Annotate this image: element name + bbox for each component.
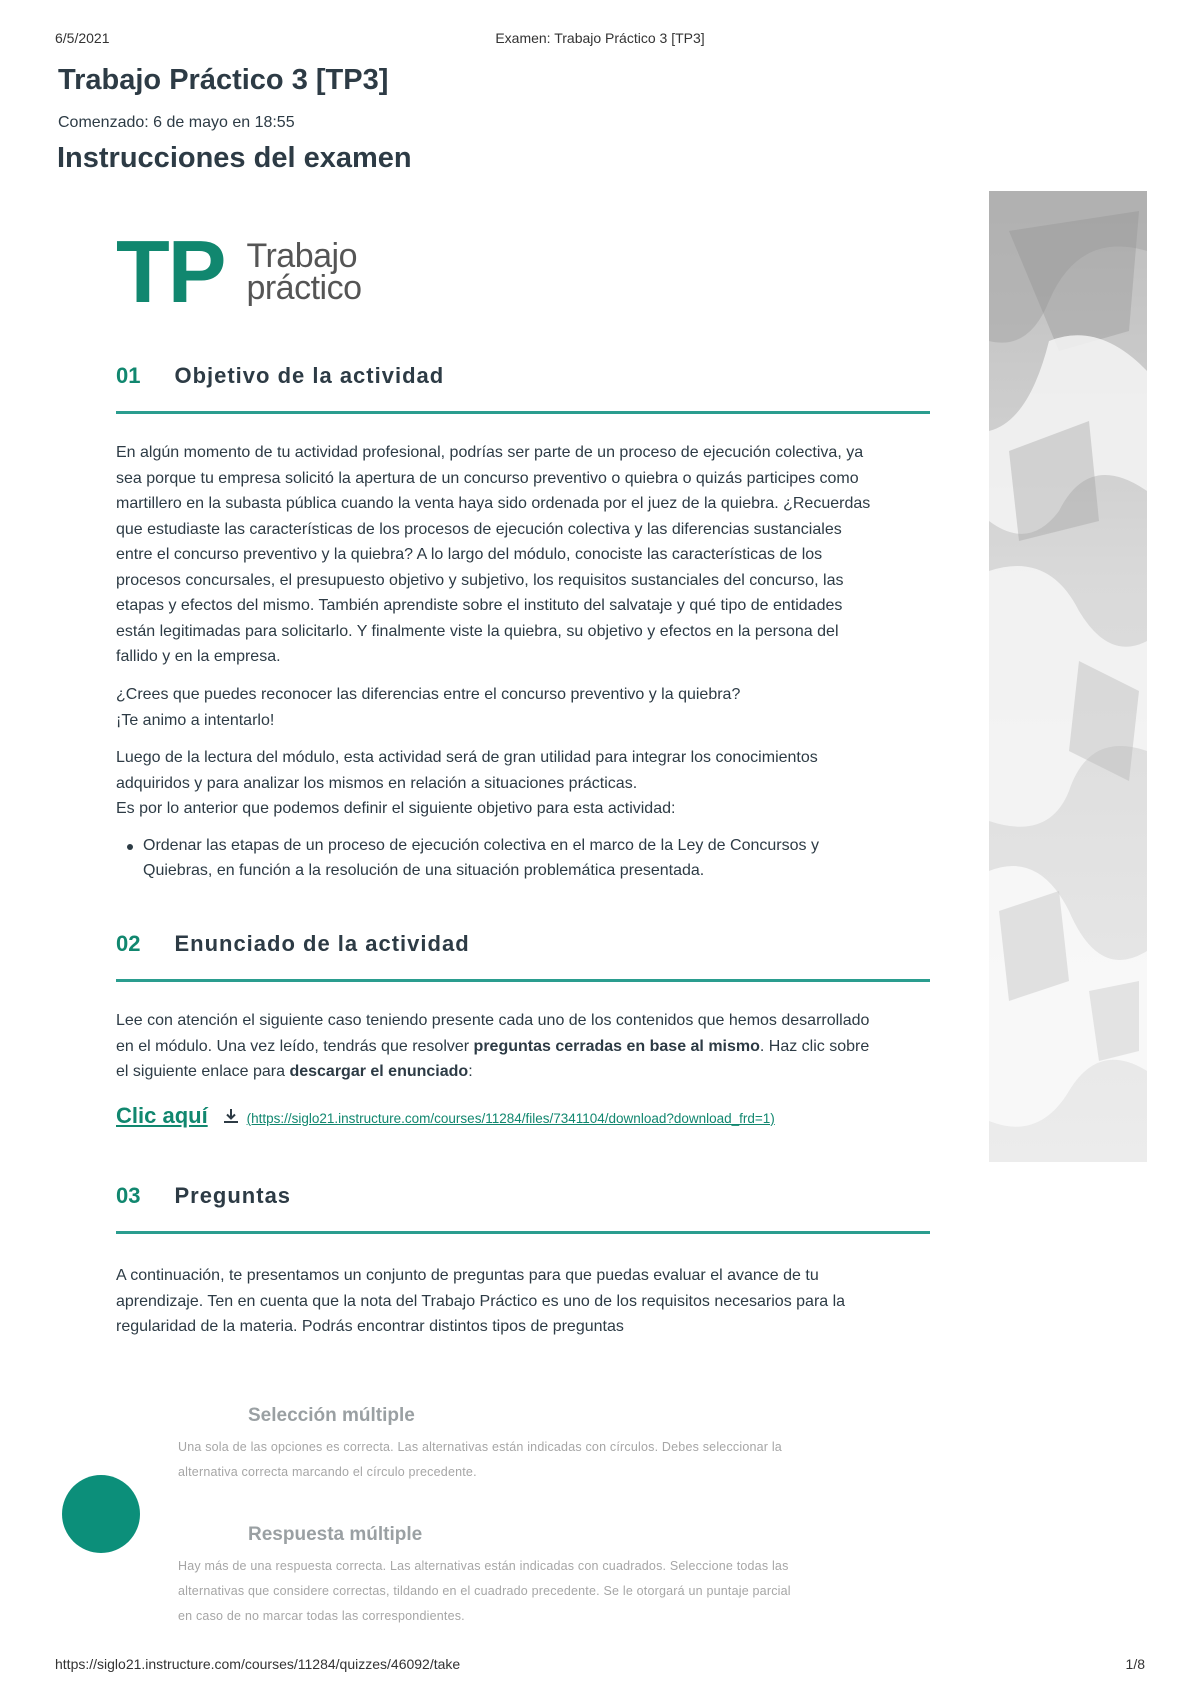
section-02-number: 02: [116, 931, 141, 956]
print-page-number: 1/8: [1125, 1656, 1145, 1672]
section-02-paragraph: [116, 1008, 930, 1085]
print-document-title: Examen: Trabajo Práctico 3 [TP3]: [495, 30, 705, 46]
paragraph-line: procesos concursales, el presupuesto objetivo y subjetivo, los requisitos sustanciales del concurso, las: [116, 571, 844, 589]
logo-word-2: práctico: [246, 269, 362, 307]
paragraph-line: fallido y en la empresa.: [116, 648, 281, 665]
download-icon[interactable]: [222, 1107, 240, 1130]
paragraph-line: Lee con atención el siguiente caso teniendo presente cada uno de los contenidos que hemos desarrollado: [116, 1012, 870, 1029]
section-02-title: Enunciado de la actividad: [174, 931, 470, 956]
section-01-title: Objetivo de la actividad: [174, 363, 445, 388]
section-01-number: 01: [116, 363, 141, 388]
paragraph-line: aprendizaje. Ten en cuenta que la nota del Trabajo Práctico es uno de los requisitos necesarios para la: [116, 1292, 846, 1310]
question-type-description: [178, 1435, 858, 1485]
bullet-line: Ordenar las etapas de un proceso de ejecución colectiva en el marco de la Ley de Concursos y: [143, 837, 819, 854]
paragraph-line: regularidad de la materia. Podrás encontrar distintos tipos de preguntas: [116, 1318, 624, 1335]
section-03-number: 03: [116, 1183, 141, 1208]
question-line: ¿Crees que puedes reconocer las diferencias entre el concurso preventivo y la quiebra?: [116, 686, 741, 703]
text-span: el siguiente enlace para: [116, 1063, 290, 1080]
section-01-heading: [116, 363, 930, 389]
trabajo-practico-logo: [116, 222, 362, 321]
bullet-line: Quiebras, en función a la resolución de una situación problemática presentada.: [143, 861, 705, 879]
print-url: https://siglo21.instructure.com/courses/11284/quizzes/46092/take: [55, 1656, 461, 1672]
question-type-circle-graphic: [62, 1475, 140, 1553]
logo-word-1: Trabajo: [246, 237, 357, 275]
started-timestamp: Comenzado: 6 de mayo en 18:55: [58, 114, 295, 131]
section-03-title: Preguntas: [174, 1183, 292, 1208]
print-header: [55, 30, 1145, 50]
section-01-paragraph: [116, 440, 930, 670]
text-span: . Haz clic sobre: [759, 1037, 870, 1055]
logo-words: [246, 237, 362, 307]
paragraph-line: etapas y efectos del mismo. También aprendiste sobre el instituto del salvataje y qué tipo de entidades: [116, 597, 843, 614]
text-span: :: [468, 1063, 473, 1080]
paragraph-line: martillero en la subasta pública cuando la venta haya sido ordenada por el juez de la quiebra. ¿Recuerdas: [116, 495, 871, 512]
paragraph-line: [116, 1034, 930, 1060]
paragraph-line: Es por lo anterior que podemos definir el siguiente objetivo para esta actividad:: [116, 800, 676, 817]
section-01-question: [116, 682, 930, 733]
description-line: Una sola de las opciones es correcta. Las alternativas están indicadas con círculos. Debes seleccionar la: [178, 1440, 782, 1454]
paragraph-line: Luego de la lectura del módulo, esta actividad será de gran utilidad para integrar los conocimientos: [116, 749, 818, 766]
paragraph-line: están legitimadas para solicitarlo. Y finalmente viste la quiebra, su objetivo y efectos en la persona del: [116, 622, 839, 640]
paragraph-line: adquiridos y para analizar los mismos en relación a situaciones prácticas.: [116, 774, 638, 792]
description-line: en caso de no marcar todas las correspondientes.: [178, 1609, 465, 1623]
section-03-heading: [116, 1183, 930, 1209]
instructions-heading: Instrucciones del examen: [57, 142, 412, 174]
description-line: alternativa correcta marcando el círculo precedente.: [178, 1465, 477, 1479]
bold-text: preguntas cerradas en base al mismo: [473, 1037, 760, 1055]
print-footer: [55, 1656, 1145, 1676]
section-01-rule: [116, 411, 930, 414]
description-line: Hay más de una respuesta correcta. Las alternativas están indicadas con cuadrados. Seleccione todas las: [178, 1559, 789, 1573]
decorative-architecture-image: [989, 191, 1147, 1162]
section-03-rule: [116, 1231, 930, 1234]
download-link[interactable]: Clic aquí: [116, 1103, 208, 1128]
question-line: ¡Te animo a intentarlo!: [116, 711, 275, 729]
print-date: 6/5/2021: [55, 30, 110, 46]
paragraph-line: En algún momento de tu actividad profesional, podrías ser parte de un proceso de ejecución colectiva, ya: [116, 444, 864, 461]
paragraph-line: sea porque tu empresa solicitó la apertura de un concurso preventivo o quiebra o quizás participes como: [116, 469, 859, 487]
section-03-paragraph: [116, 1263, 930, 1340]
download-link-row: [116, 1103, 936, 1139]
objective-bullet: [127, 834, 927, 883]
paragraph-line: [116, 1059, 930, 1085]
page-title: Trabajo Práctico 3 [TP3]: [58, 64, 389, 96]
paragraph-line: que estudiaste las características de los procesos de ejecución colectiva y las diferencias sustanciales: [116, 520, 842, 538]
download-url[interactable]: (https://siglo21.instructure.com/courses/11284/files/7341104/download?download_frd=1): [246, 1111, 775, 1126]
section-01-after: [116, 745, 930, 822]
paragraph-line: A continuación, te presentamos un conjunto de preguntas para que puedas evaluar el avance de tu: [116, 1267, 819, 1284]
section-02-rule: [116, 979, 930, 982]
logo-letters: TP: [116, 222, 225, 321]
paragraph-line: entre el concurso preventivo y la quiebra? A lo largo del módulo, conociste las características de los: [116, 546, 823, 563]
bullet-dot: [127, 844, 133, 850]
bold-text: descargar el enunciado: [289, 1063, 469, 1080]
section-02-heading: [116, 931, 930, 957]
text-span: en el módulo. Una vez leído, tendrás que resolver: [116, 1037, 474, 1055]
question-type-title: Selección múltiple: [248, 1405, 415, 1426]
description-line: alternativas que considere correctas, tildando en el cuadrado precedente. Se le otorgará un puntaje parcial: [178, 1584, 791, 1598]
question-type-description: [178, 1554, 858, 1629]
question-type-title: Respuesta múltiple: [248, 1524, 423, 1545]
